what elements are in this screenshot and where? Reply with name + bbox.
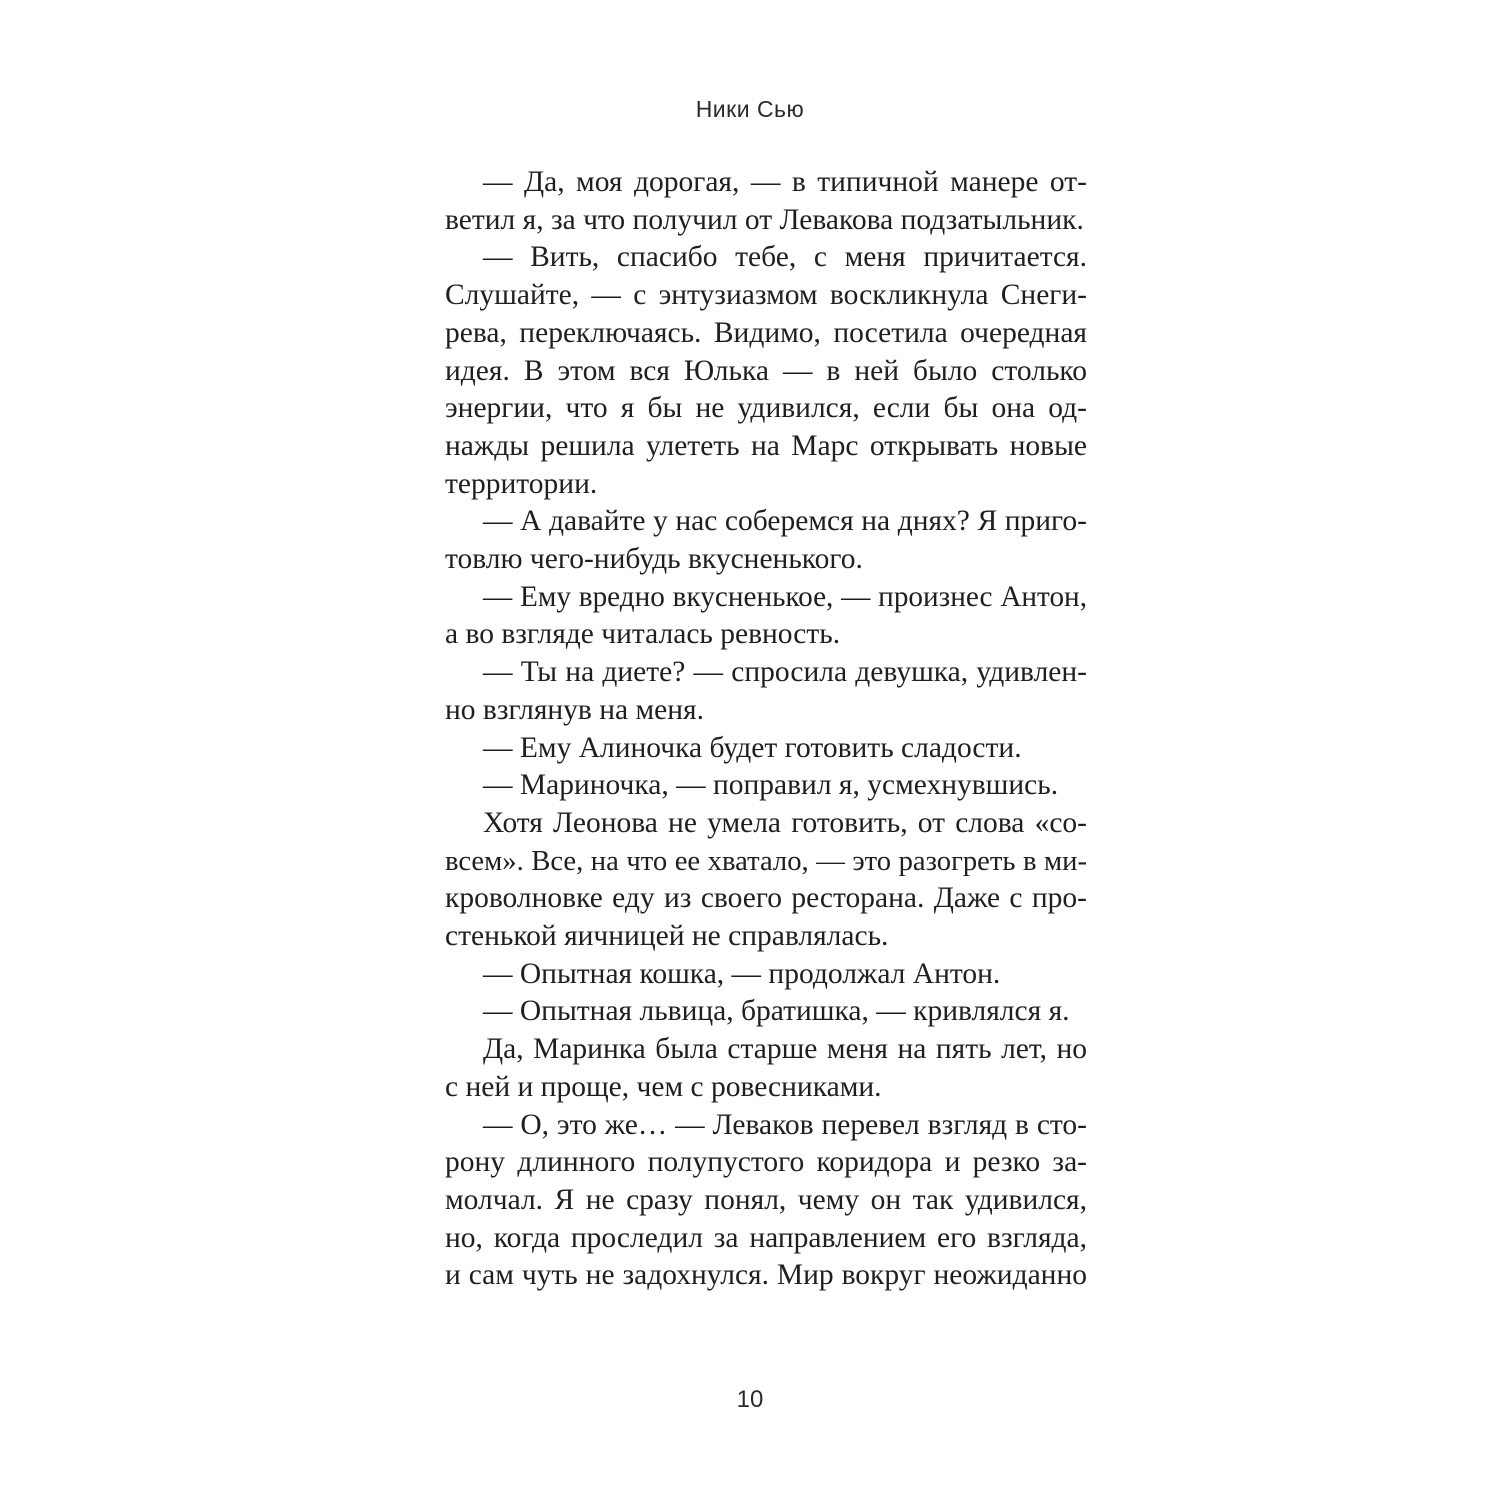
text-line: молчал. Я не сразу понял, чему он так удивился,: [445, 1183, 1087, 1216]
text-line: и сам чуть не задохнулся. Мир вокруг неожиданно: [445, 1259, 1087, 1292]
body-text: [445, 164, 1087, 1295]
text-line: — Ему Алиночка будет готовить сладости.: [483, 731, 1022, 764]
text-line: но взглянув на меня.: [445, 693, 704, 726]
text-line: энергии, что я бы не удивился, если бы она од-: [445, 392, 1087, 425]
text-line: а во взгляде читалась ревность.: [445, 618, 841, 651]
text-line: но, когда проследил за направлением его взгляда,: [445, 1221, 1087, 1254]
text-line: рева, переключаясь. Видимо, посетила очередная: [445, 316, 1087, 349]
text-line: рону длинного полупустого коридора и резко за-: [445, 1146, 1087, 1179]
text-line: — Опытная львица, братишка, — кривлялся я.: [483, 995, 1070, 1028]
text-line: ветил я, за что получил от Левакова подзатыльник.: [445, 203, 1084, 236]
text-line: — О, это же… — Леваков перевел взгляд в сто-: [483, 1108, 1087, 1141]
text-line: территории.: [445, 467, 598, 500]
text-line: — Вить, спасибо тебе, с меня причитается.: [483, 241, 1087, 274]
text-line: — Да, моя дорогая, — в типичной манере от-: [483, 166, 1087, 198]
text-line: идея. В этом вся Юлька — в ней было столько: [445, 354, 1087, 387]
running-head-author: Ники Сью: [695, 96, 805, 122]
text-line: Слушайте, — с энтузиазмом воскликнула Снеги-: [445, 279, 1087, 312]
text-line: товлю чего-нибудь вкусненького.: [445, 543, 863, 576]
text-line: Да, Маринка была старше меня на пять лет, но: [483, 1033, 1087, 1066]
text-line: нажды решила улететь на Марс открывать новые: [445, 429, 1087, 462]
text-line: — Ты на диете? — спросила девушка, удивлен-: [483, 656, 1087, 689]
text-line: всем». Все, на что ее хватало, — это разогреть в ми-: [445, 844, 1087, 877]
text-line: с ней и проще, чем с ровесниками.: [445, 1070, 882, 1103]
text-line: — Ему вредно вкусненькое, — произнес Антон,: [483, 580, 1087, 613]
text-line: — Опытная кошка, — продолжал Антон.: [483, 957, 1001, 990]
text-line: стенькой яичницей не справлялась.: [445, 920, 889, 953]
text-line: — Мариночка, — поправил я, усмехнувшись.: [483, 769, 1059, 802]
text-line: Хотя Леонова не умела готовить, от слова «со-: [483, 806, 1087, 839]
text-line: — А давайте у нас соберемся на днях? Я приго-: [483, 505, 1087, 538]
text-line: кроволновке еду из своего ресторана. Даже с про-: [445, 882, 1087, 915]
page-number: 10: [736, 1386, 764, 1413]
